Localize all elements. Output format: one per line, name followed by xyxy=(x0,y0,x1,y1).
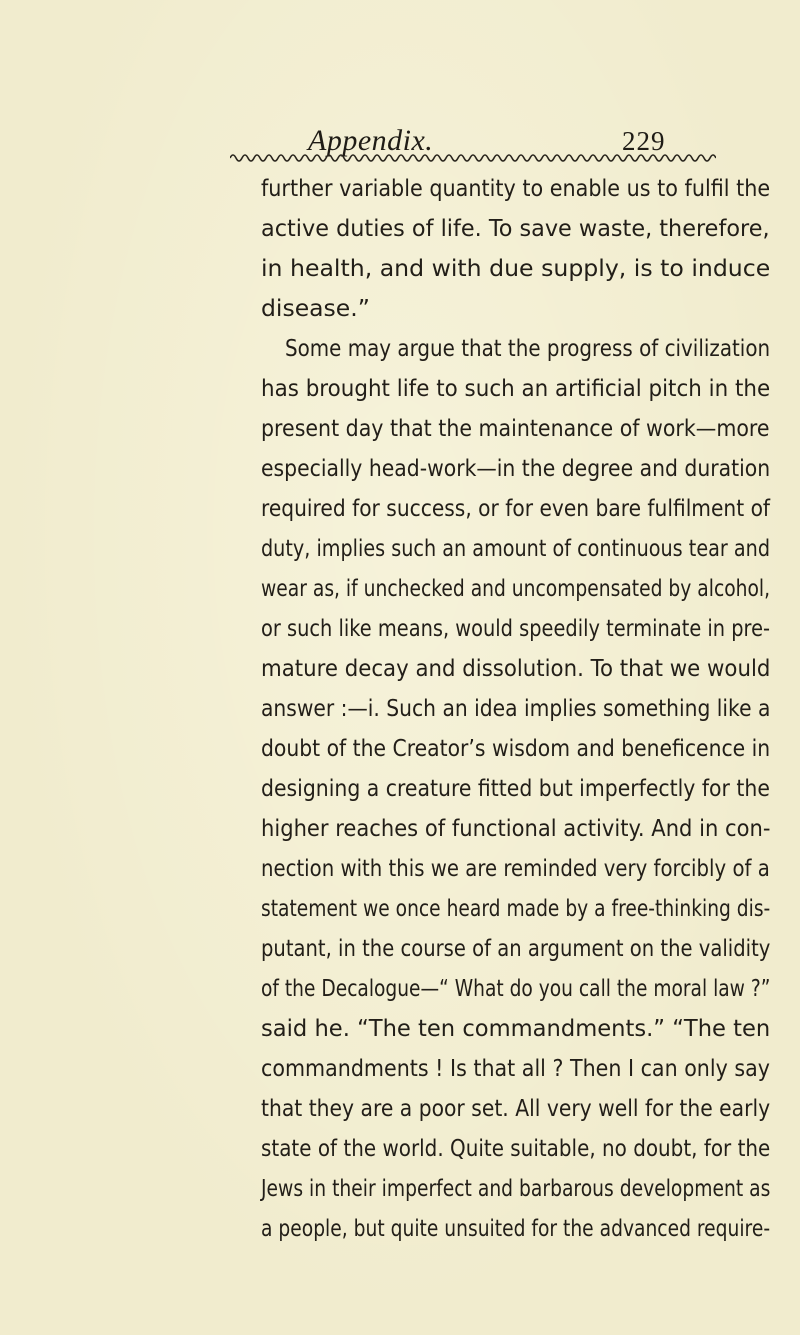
text-line: present day that the maintenance of work—more xyxy=(261,414,770,442)
text-line: putant, in the course of an argument on the validity xyxy=(261,934,771,962)
text-line: of the Decalogue—“ What do you call the moral law ?” xyxy=(261,974,771,1002)
text-line: Jews in their imperfect and barbarous development as xyxy=(261,1174,771,1202)
decorative-rule xyxy=(230,150,716,164)
text-line: in health, and with due supply, is to induce xyxy=(261,254,771,282)
text-line: especially head-work—in the degree and duration xyxy=(261,454,771,482)
text-line: further variable quantity to enable us to fulfil the xyxy=(261,174,771,202)
text-line: that they are a poor set. All very well for the early xyxy=(261,1094,771,1122)
text-line: duty, implies such an amount of continuous tear and xyxy=(261,534,771,562)
text-line: answer :—i. Such an idea implies something like a xyxy=(261,694,771,722)
text-line: commandments ! Is that all ? Then I can only say xyxy=(261,1054,770,1082)
text-line: nection with this we are reminded very forcibly of a xyxy=(261,854,770,882)
text-line: has brought life to such an artificial pitch in the xyxy=(261,374,771,402)
text-line: disease.” xyxy=(261,294,370,322)
text-line: mature decay and dissolution. To that we would xyxy=(261,654,771,682)
text-line: said he. “The ten commandments.” “The ten xyxy=(261,1014,771,1042)
text-line: active duties of life. To save waste, therefore, xyxy=(261,214,770,242)
text-line: designing a creature fitted but imperfectly for the xyxy=(261,774,770,802)
text-line: statement we once heard made by a free-thinking dis- xyxy=(261,894,771,922)
text-line: required for success, or for even bare fulfilment of xyxy=(261,494,771,522)
text-line: higher reaches of functional activity. And in con- xyxy=(261,814,771,842)
text-line: a people, but quite unsuited for the advanced require- xyxy=(261,1214,771,1242)
text-line: state of the world. Quite suitable, no doubt, for the xyxy=(261,1134,771,1162)
page-number: 229 xyxy=(622,126,666,156)
text-line: doubt of the Creator’s wisdom and beneficence in xyxy=(261,734,771,762)
text-line: or such like means, would speedily terminate in pre- xyxy=(261,614,771,642)
text-line: Some may argue that the progress of civilization xyxy=(285,334,771,362)
running-head: Appendix. xyxy=(308,124,434,157)
text-line: wear as, if unchecked and uncompensated by alcohol, xyxy=(261,574,771,602)
